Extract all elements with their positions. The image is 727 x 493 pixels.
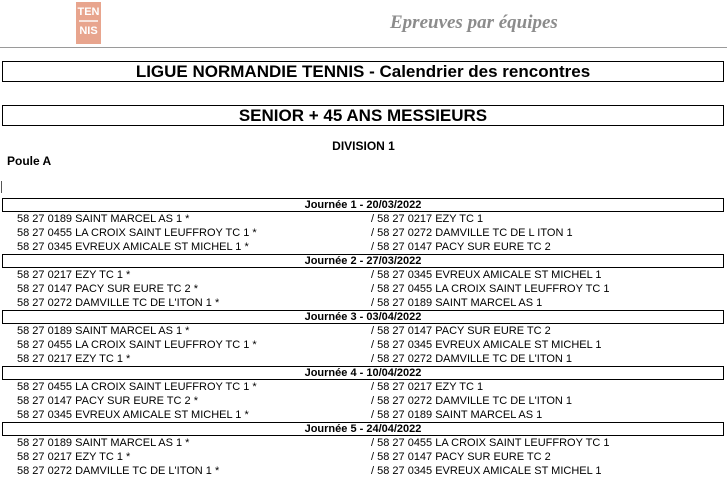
match-row <box>2 296 724 310</box>
division-label: DIVISION 1 <box>332 139 395 153</box>
home-team: 58 27 0272 DAMVILLE TC DE L'ITON 1 * <box>17 297 220 309</box>
away-team: / 58 27 0217 EZY TC 1 <box>371 381 484 393</box>
logo-text-top: TEN <box>77 6 100 18</box>
home-team: 58 27 0272 DAMVILLE TC DE L'ITON 1 * <box>17 465 220 477</box>
away-team: / 58 27 0455 LA CROIX SAINT LEUFFROY TC 1 <box>371 283 610 295</box>
away-team: / 58 27 0147 PACY SUR EURE TC 2 <box>371 451 551 463</box>
away-team: / 58 27 0147 PACY SUR EURE TC 2 <box>371 241 551 253</box>
margin-mark <box>1 181 2 193</box>
away-team: / 58 27 0189 SAINT MARCEL AS 1 <box>371 409 543 421</box>
poule-label: Poule A <box>7 154 52 168</box>
header-title: Epreuves par équipes <box>390 12 558 33</box>
match-row <box>2 268 724 282</box>
match-row <box>2 408 724 422</box>
away-team: / 58 27 0455 LA CROIX SAINT LEUFFROY TC 1 <box>371 437 610 449</box>
match-row <box>2 212 724 226</box>
home-team: 58 27 0217 EZY TC 1 * <box>17 269 131 281</box>
match-row <box>2 464 724 478</box>
match-row <box>2 380 724 394</box>
home-team: 58 27 0147 PACY SUR EURE TC 2 * <box>17 283 198 295</box>
logo-text-bottom: NIS <box>79 25 98 37</box>
home-team: 58 27 0217 EZY TC 1 * <box>17 353 131 365</box>
home-team: 58 27 0189 SAINT MARCEL AS 1 * <box>17 437 190 449</box>
header-divider <box>0 47 727 48</box>
match-row <box>2 324 724 338</box>
home-team: 58 27 0455 LA CROIX SAINT LEUFFROY TC 1 * <box>17 339 257 351</box>
match-row <box>2 282 724 296</box>
logo-stripe <box>79 20 98 22</box>
away-team: / 58 27 0345 EVREUX AMICALE ST MICHEL 1 <box>371 339 602 351</box>
away-team: / 58 27 0345 EVREUX AMICALE ST MICHEL 1 <box>371 269 602 281</box>
home-team: 58 27 0345 EVREUX AMICALE ST MICHEL 1 * <box>17 409 249 421</box>
away-team: / 58 27 0189 SAINT MARCEL AS 1 <box>371 297 543 309</box>
match-row <box>2 394 724 408</box>
match-row <box>2 226 724 240</box>
home-team: 58 27 0217 EZY TC 1 * <box>17 451 131 463</box>
home-team: 58 27 0455 LA CROIX SAINT LEUFFROY TC 1 * <box>17 227 257 239</box>
journee-header: Journée 4 - 10/04/2022 <box>2 366 724 380</box>
journee-header: Journée 5 - 24/04/2022 <box>2 422 724 436</box>
home-team: 58 27 0345 EVREUX AMICALE ST MICHEL 1 * <box>17 241 249 253</box>
match-schedule <box>2 198 724 478</box>
home-team: 58 27 0455 LA CROIX SAINT LEUFFROY TC 1 * <box>17 381 257 393</box>
away-team: / 58 27 0345 EVREUX AMICALE ST MICHEL 1 <box>371 465 602 477</box>
journee-header: Journée 3 - 03/04/2022 <box>2 310 724 324</box>
home-team: 58 27 0189 SAINT MARCEL AS 1 * <box>17 213 190 225</box>
tennis-logo <box>76 2 101 44</box>
league-title: LIGUE NORMANDIE TENNIS - Calendrier des rencontres <box>2 61 724 82</box>
home-team: 58 27 0147 PACY SUR EURE TC 2 * <box>17 395 198 407</box>
match-row <box>2 436 724 450</box>
journee-header: Journée 2 - 27/03/2022 <box>2 254 724 268</box>
category-title: SENIOR + 45 ANS MESSIEURS <box>2 105 724 126</box>
away-team: / 58 27 0147 PACY SUR EURE TC 2 <box>371 325 551 337</box>
home-team: 58 27 0189 SAINT MARCEL AS 1 * <box>17 325 190 337</box>
match-row <box>2 352 724 366</box>
match-row <box>2 450 724 464</box>
match-row <box>2 240 724 254</box>
away-team: / 58 27 0217 EZY TC 1 <box>371 213 484 225</box>
away-team: / 58 27 0272 DAMVILLE TC DE L'ITON 1 <box>371 353 573 365</box>
away-team: / 58 27 0272 DAMVILLE TC DE L ITON 1 <box>371 227 573 239</box>
away-team: / 58 27 0272 DAMVILLE TC DE L'ITON 1 <box>371 395 573 407</box>
match-row <box>2 338 724 352</box>
journee-header: Journée 1 - 20/03/2022 <box>2 198 724 212</box>
